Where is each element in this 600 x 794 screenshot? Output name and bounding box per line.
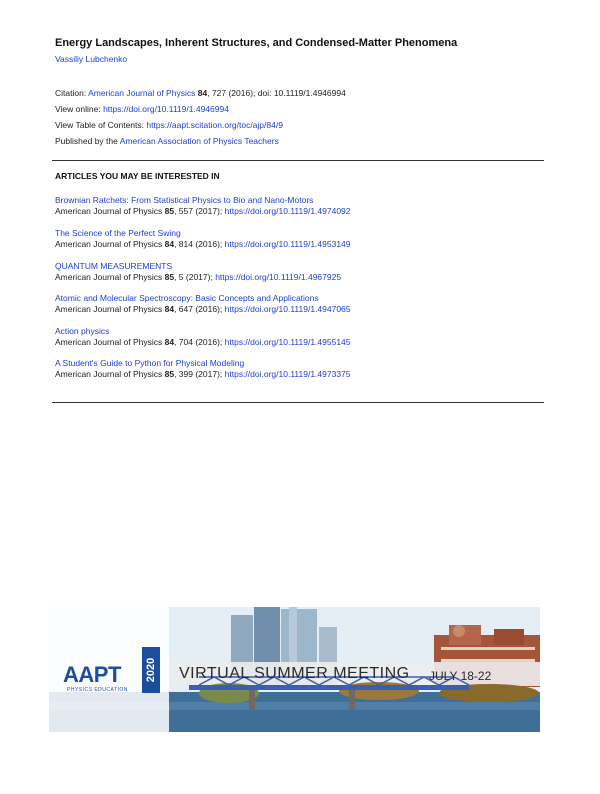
related-article-citation: American Journal of Physics 85, 399 (2017); https://doi.org/10.1119/1.4973375 (55, 369, 351, 379)
related-article (55, 293, 351, 315)
related-article-doi-link[interactable]: https://doi.org/10.1119/1.4953149 (224, 239, 351, 249)
related-article-title[interactable]: A Student's Guide to Python for Physical Modeling (55, 358, 245, 368)
divider-top (52, 160, 544, 161)
view-online-line (55, 104, 229, 114)
related-heading: ARTICLES YOU MAY BE INTERESTED IN (55, 171, 220, 181)
view-online-label: View online: (55, 104, 101, 114)
meeting-dates: JULY 18-22 (429, 669, 492, 683)
citation-label: Citation: (55, 88, 87, 98)
published-by-label: Published by the (55, 136, 118, 146)
related-article (55, 261, 341, 283)
related-article (55, 358, 351, 380)
published-by-line (55, 136, 279, 146)
related-article-doi-link[interactable]: https://doi.org/10.1119/1.4955145 (224, 337, 351, 347)
aapt-meeting-banner[interactable] (49, 607, 540, 732)
related-article-citation: American Journal of Physics 84, 814 (2016); https://doi.org/10.1119/1.4953149 (55, 239, 351, 249)
related-article-citation: American Journal of Physics 84, 647 (2016); https://doi.org/10.1119/1.4947065 (55, 304, 351, 314)
divider-bottom (52, 402, 544, 403)
related-article (55, 195, 351, 217)
citation-line (55, 88, 346, 98)
page-title: Energy Landscapes, Inherent Structures, and Condensed-Matter Phenomena (55, 37, 458, 49)
related-article-title[interactable]: Atomic and Molecular Spectroscopy: Basic Concepts and Applications (55, 293, 319, 303)
meeting-title: VIRTUAL SUMMER MEETING (179, 665, 410, 682)
aapt-logo-subtitle: PHYSICS EDUCATION (67, 687, 128, 693)
citation-rest: , 727 (2016); doi: 10.1119/1.4946994 (207, 88, 346, 98)
publisher-link[interactable]: American Association of Physics Teachers (119, 136, 279, 146)
meeting-year: 2020 (145, 657, 157, 683)
related-article-citation: American Journal of Physics 85, 557 (2017); https://doi.org/10.1119/1.4974092 (55, 206, 351, 216)
related-article-title[interactable]: QUANTUM MEASUREMENTS (55, 261, 173, 271)
aapt-logo: AAPT (63, 662, 121, 687)
view-toc-link[interactable]: https://aapt.scitation.org/toc/ajp/84/9 (146, 120, 283, 130)
author-link[interactable]: Vassiliy Lubchenko (55, 54, 128, 64)
view-toc-label: View Table of Contents: (55, 120, 144, 130)
related-article-title[interactable]: Action physics (55, 326, 110, 336)
related-article-doi-link[interactable]: https://doi.org/10.1119/1.4967925 (215, 272, 342, 282)
related-article-title[interactable]: Brownian Ratchets: From Statistical Physics to Bio and Nano-Motors (55, 195, 314, 205)
citation-volume: 84 (197, 88, 208, 98)
related-article-doi-link[interactable]: https://doi.org/10.1119/1.4947065 (224, 304, 351, 314)
view-toc-line (55, 120, 283, 130)
related-article-title[interactable]: The Science of the Perfect Swing (55, 228, 181, 238)
view-online-link[interactable]: https://doi.org/10.1119/1.4946994 (103, 104, 229, 114)
related-article (55, 228, 351, 250)
related-article-citation: American Journal of Physics 84, 704 (2016); https://doi.org/10.1119/1.4955145 (55, 337, 351, 347)
related-article-doi-link[interactable]: https://doi.org/10.1119/1.4973375 (224, 369, 351, 379)
related-article-citation: American Journal of Physics 85, 5 (2017); https://doi.org/10.1119/1.4967925 (55, 272, 342, 282)
related-article (55, 326, 351, 348)
citation-journal-link[interactable]: American Journal of Physics (88, 88, 196, 98)
related-article-doi-link[interactable]: https://doi.org/10.1119/1.4974092 (224, 206, 351, 216)
